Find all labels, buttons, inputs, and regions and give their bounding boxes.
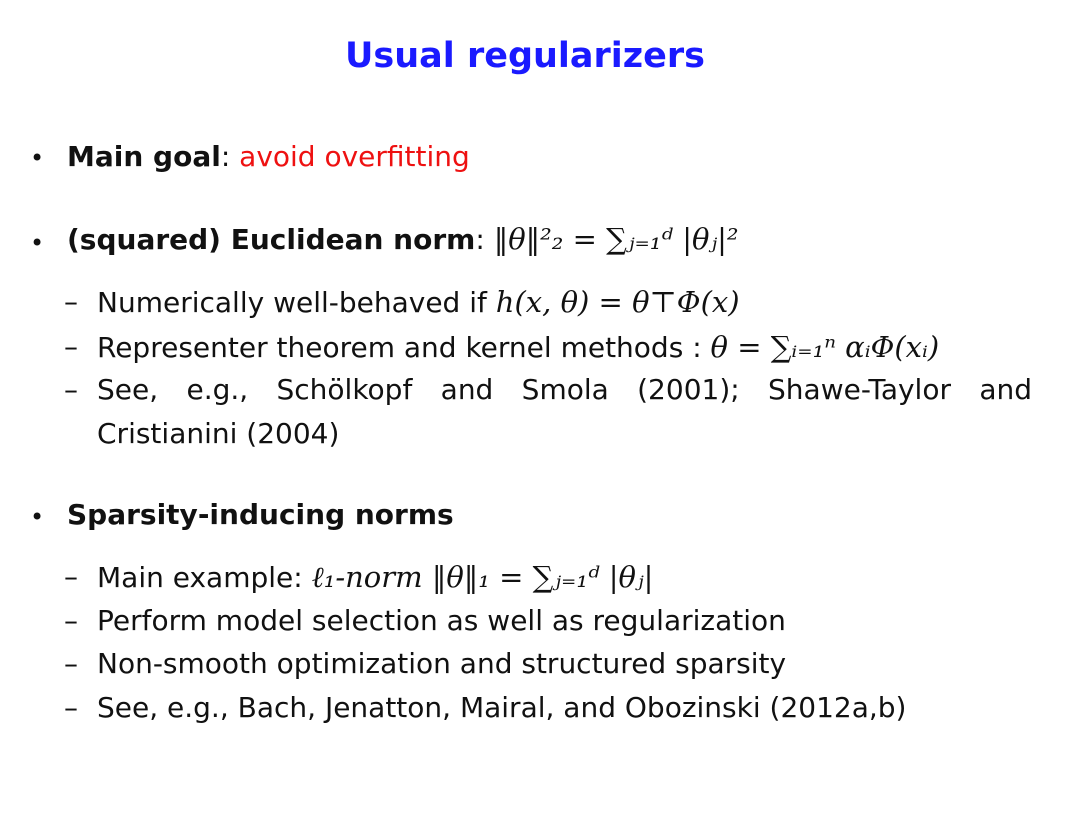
bullet-dot: • — [30, 503, 45, 531]
sub-item-see-schoelkopf: See, e.g., Schölkopf and Smola (2001); Shawe-Taylor and — [97, 373, 1032, 406]
main-goal-value: avoid overfitting — [239, 140, 470, 173]
sub-item-representer: Representer theorem and kernel methods : θ = ∑ᵢ₌₁ⁿ αᵢΦ(xᵢ) — [97, 330, 940, 364]
euclidean-norm-label: (squared) Euclidean norm — [67, 223, 476, 256]
bullet-dot: • — [30, 229, 45, 257]
euclidean-norm-formula: ‖θ‖²₂ = ∑ⱼ₌₁ᵈ |θⱼ|² — [493, 222, 739, 256]
bullet-main-goal: Main goal: avoid overfitting — [67, 140, 470, 173]
sub-dash: – — [64, 647, 78, 680]
slide-title: Usual regularizers — [344, 36, 705, 76]
sub-dash: – — [64, 373, 78, 406]
bullet-euclidean-norm: (squared) Euclidean norm: ‖θ‖²₂ = ∑ⱼ₌₁ᵈ |θⱼ|² — [67, 222, 739, 256]
sub-dash: – — [64, 560, 78, 593]
sparsity-label: Sparsity-inducing norms — [67, 498, 454, 531]
representer-formula: θ = ∑ᵢ₌₁ⁿ αᵢΦ(xᵢ) — [710, 330, 940, 364]
bullet-sparsity — [67, 498, 454, 531]
sub-item-see-schoelkopf-cont: Cristianini (2004) — [97, 417, 340, 450]
numerically-formula: h(x, θ) = θ⊤Φ(x) — [495, 285, 740, 319]
bullet-dot: • — [30, 144, 45, 172]
sub-item-non-smooth: Non-smooth optimization and structured sparsity — [97, 647, 787, 680]
sub-item-main-example: Main example: ℓ₁-norm ‖θ‖₁ = ∑ⱼ₌₁ᵈ |θⱼ| — [97, 560, 654, 594]
l1-norm-formula: ℓ₁-norm ‖θ‖₁ = ∑ⱼ₌₁ᵈ |θⱼ| — [311, 560, 654, 594]
sub-dash: – — [64, 285, 78, 318]
sub-dash: – — [64, 604, 78, 637]
main-goal-label: Main goal — [67, 140, 221, 173]
sub-item-model-selection: Perform model selection as well as regularization — [97, 604, 786, 637]
sub-item-see-bach: See, e.g., Bach, Jenatton, Mairal, and Obozinski (2012a,b) — [97, 691, 907, 724]
sub-item-numerically: Numerically well-behaved if h(x, θ) = θ⊤Φ(x) — [97, 285, 740, 319]
sub-dash: – — [64, 330, 78, 363]
sub-dash: – — [64, 691, 78, 724]
